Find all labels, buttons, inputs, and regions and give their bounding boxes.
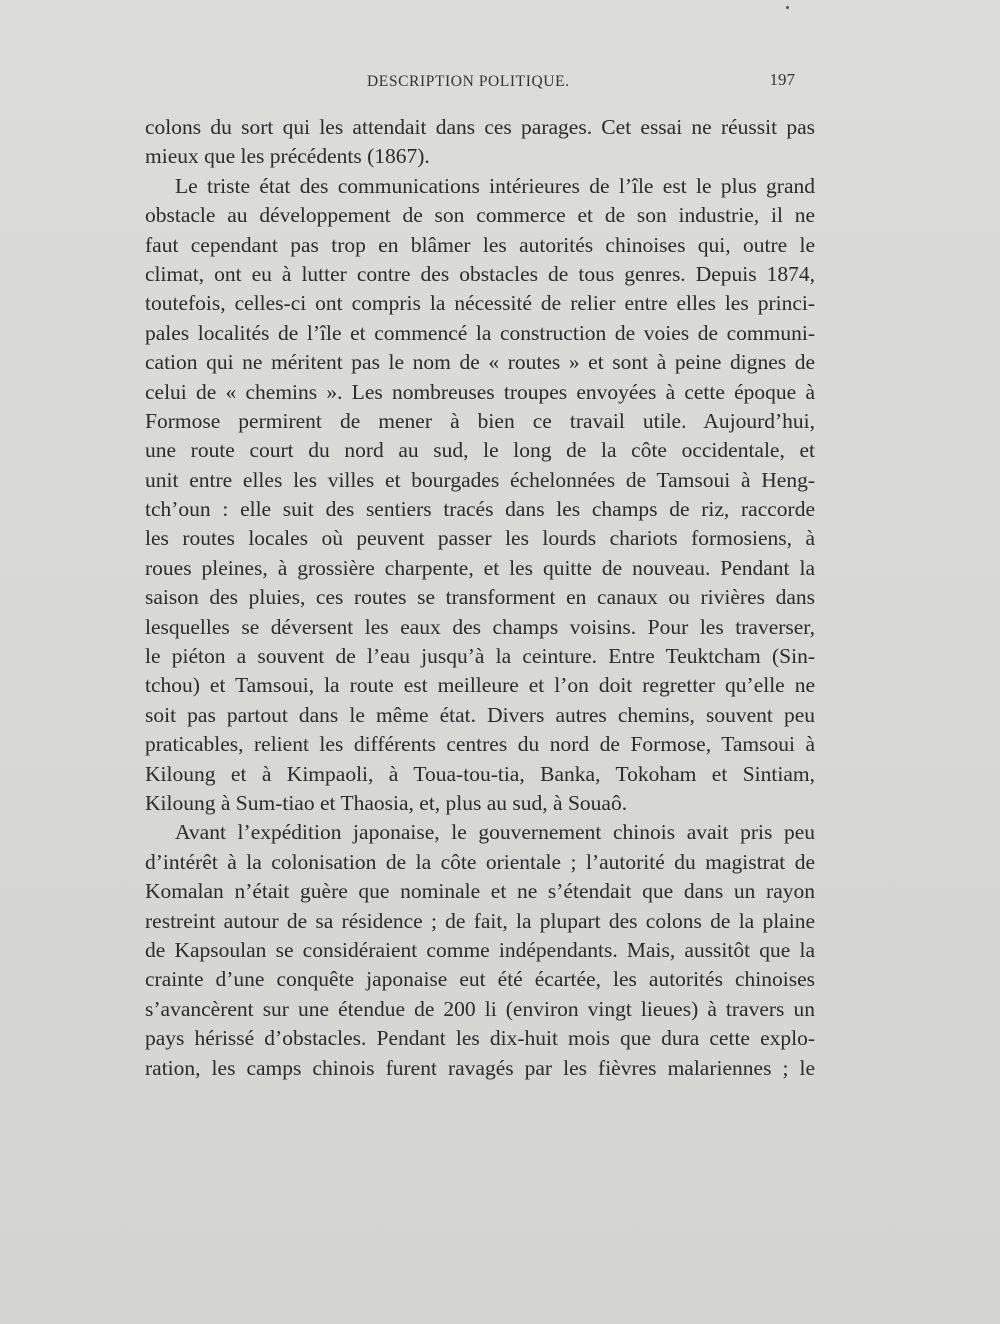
text-line: toutefois, celles-ci ont compris la nécessité de relier entre elles les princi- [145, 291, 815, 316]
running-title: DESCRIPTION POLITIQUE. [367, 73, 570, 90]
text-line: s’avancèrent sur une étendue de 200 li (environ vingt lieues) à travers un [145, 996, 815, 1021]
paragraph-3 [145, 818, 815, 1083]
text-line: Kiloung à Sum-tiao et Thaosia, et, plus au sud, à Souaô. [145, 790, 628, 815]
paper-speck [786, 6, 789, 9]
text-line: Kiloung et à Kimpaoli, à Toua-tou-tia, Banka, Tokoham et Sintiam, [145, 761, 815, 786]
text-line: de Kapsoulan se considéraient comme indépendants. Mais, aussitôt que la [145, 937, 815, 962]
text-line: pays hérissé d’obstacles. Pendant les dix-huit mois que dura cette explo- [145, 1026, 815, 1051]
text-line: ration, les camps chinois furent ravagés par les fièvres malariennes ; le [145, 1055, 815, 1080]
text-line: mieux que les précédents (1867). [145, 144, 430, 169]
text-line: unit entre elles les villes et bourgades échelonnées de Tamsoui à Heng- [145, 467, 815, 492]
text-line: Le triste état des communications intérieures de l’île est le plus grand [175, 173, 815, 198]
text-line: praticables, relient les différents centres du nord de Formose, Tamsoui à [145, 732, 815, 757]
text-line: colons du sort qui les attendait dans ces parages. Cet essai ne réussit pas [145, 115, 815, 139]
text-line: restreint autour de sa résidence ; de fait, la plupart des colons de la plaine [145, 908, 815, 933]
text-line: le piéton a souvent de l’eau jusqu’à la ceinture. Entre Teuktcham (Sin- [145, 644, 815, 669]
paragraph-2 [145, 172, 815, 819]
text-line: soit pas partout dans le même état. Divers autres chemins, souvent peu [145, 702, 815, 727]
text-line: Komalan n’était guère que nominale et ne s’étendait que dans un rayon [145, 879, 815, 904]
text-line: saison des pluies, ces routes se transforment en canaux ou rivières dans [145, 585, 815, 610]
text-line: Avant l’expédition japonaise, le gouvernement chinois avait pris peu [175, 820, 815, 845]
text-line: roues pleines, à grossière charpente, et les quitte de nouveau. Pendant la [145, 555, 815, 580]
paragraph-1 [145, 113, 815, 172]
text-line: climat, ont eu à lutter contre des obstacles de tous genres. Depuis 1874, [145, 261, 815, 286]
running-header [145, 70, 795, 99]
text-line: tch’oun : elle suit des sentiers tracés dans les champs de riz, raccorde [145, 497, 815, 522]
body-text [145, 113, 815, 1083]
text-line: cation qui ne méritent pas le nom de « routes » et sont à peine dignes de [145, 350, 815, 375]
text-line: lesquelles se déversent les eaux des champs voisins. Pour les traverser, [145, 614, 815, 639]
text-line: une route court du nord au sud, le long de la côte occidentale, et [145, 438, 815, 463]
text-line: faut cependant pas trop en blâmer les autorités chinoises qui, outre le [145, 232, 815, 257]
text-line: les routes locales où peuvent passer les lourds chariots formosiens, à [145, 526, 815, 551]
page-number: 197 [769, 70, 795, 89]
text-line: celui de « chemins ». Les nombreuses troupes envoyées à cette époque à [145, 379, 815, 404]
text-line: crainte d’une conquête japonaise eut été écartée, les autorités chinoises [145, 967, 815, 992]
text-line: pales localités de l’île et commencé la construction de voies de communi- [145, 320, 815, 345]
text-line: Formose permirent de mener à bien ce travail utile. Aujourd’hui, [145, 408, 815, 433]
text-line: tchou) et Tamsoui, la route est meilleure et l’on doit regretter qu’elle ne [145, 673, 815, 698]
text-line: d’intérêt à la colonisation de la côte orientale ; l’autorité du magistrat de [145, 849, 815, 874]
text-line: obstacle au développement de son commerce et de son industrie, il ne [145, 203, 815, 228]
